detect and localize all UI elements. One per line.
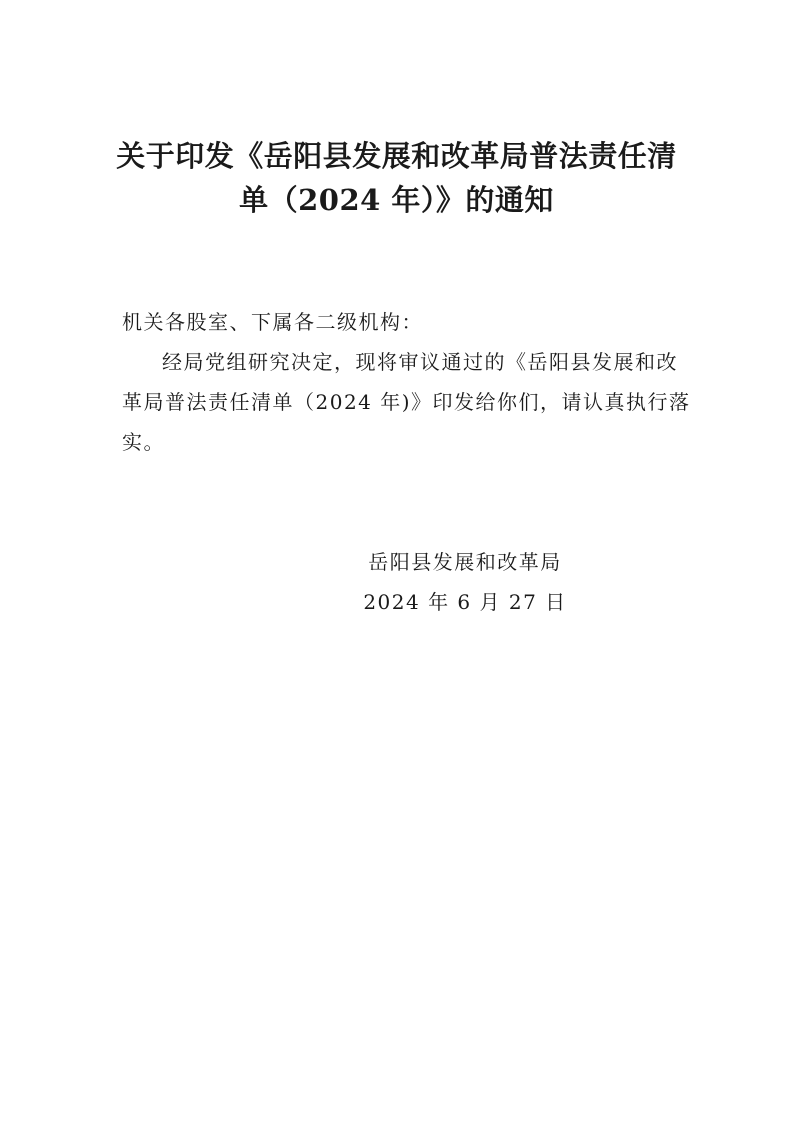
signature-block [340,542,590,622]
body-line-3: 实。 [122,430,165,454]
issuer-name: 岳阳县发展和改革局 [368,550,562,574]
title-line-2: 单（2024 年）》的通知 [239,183,554,217]
body-line-2: 革局普法责任清单（2024 年)》印发给你们，请认真执行落 [122,390,691,414]
body-line-1: 经局党组研究决定，现将审议通过的《岳阳县发展和改 [162,350,678,374]
document-title [100,134,693,222]
salutation: 机关各股室、下属各二级机构： [122,310,423,334]
body-paragraph [122,342,691,462]
title-line-1: 关于印发《岳阳县发展和改革局普法责任清 [116,139,677,173]
issue-date: 2024 年 6 月 27 日 [363,590,567,614]
